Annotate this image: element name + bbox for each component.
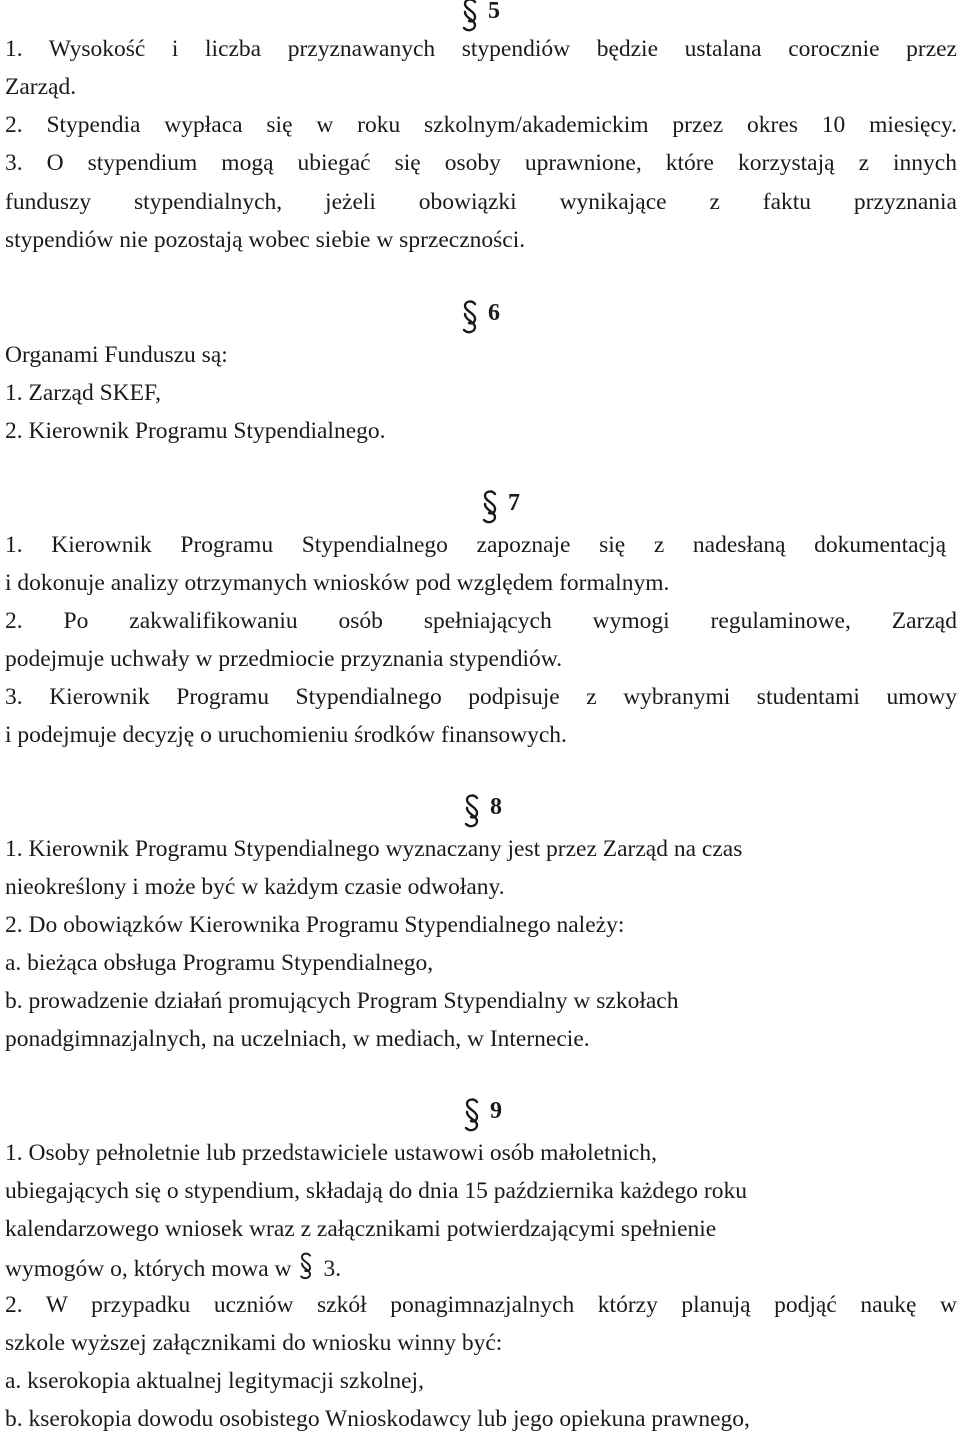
paragraph-line: 3. O stypendium mogą ubiegać się osoby uprawnione, które korzystają z innych [5, 150, 957, 176]
section-number: 6 [488, 300, 500, 326]
section-number: 9 [490, 1098, 502, 1124]
section-number: 7 [508, 490, 520, 516]
paragraph-line: nieokreślony i może być w każdym czasie odwołany. [5, 874, 505, 900]
section-sign-icon [462, 1098, 482, 1132]
paragraph-line: a. bieżąca obsługa Programu Stypendialnego, [5, 950, 434, 976]
paragraph-line: Organami Funduszu są: [5, 342, 228, 368]
paragraph-line: 3. Kierownik Programu Stypendialnego podpisuje z wybranymi studentami umowy [5, 684, 957, 710]
paragraph-line: szkole wyższej załącznikami do wniosku winny być: [5, 1330, 503, 1356]
paragraph-line: 2. W przypadku uczniów szkół ponagimnazjalnych którzy planują podjąć naukę w [5, 1292, 957, 1318]
paragraph-line: i dokonuje analizy otrzymanych wniosków pod względem formalnym. [5, 570, 670, 596]
paragraph-line: a. kserokopia aktualnej legitymacji szkolnej, [5, 1368, 424, 1394]
section-sign-icon [462, 794, 482, 828]
section-number: 5 [488, 0, 500, 24]
paragraph-line: podejmuje uchwały w przedmiocie przyznania stypendiów. [5, 646, 563, 672]
paragraph-line: 1. Kierownik Programu Stypendialnego wyznaczany jest przez Zarząd na czas [5, 836, 743, 862]
section-6-heading [460, 300, 500, 334]
paragraph-line: funduszy stypendialnych, jeżeli obowiązki wynikające z faktu przyznania [5, 189, 957, 215]
paragraph-text: wymogów o, których mowa w [5, 1256, 292, 1282]
paragraph-line: 1. Wysokość i liczba przyznawanych stypendiów będzie ustalana corocznie przez [5, 36, 957, 62]
paragraph-line: Zarząd. [5, 74, 77, 100]
section-sign-icon [460, 0, 480, 32]
paragraph-line: b. prowadzenie działań promujących Program Stypendialny w szkołach [5, 988, 679, 1014]
paragraph-line: ubiegających się o stypendium, składają do dnia 15 października każdego roku [5, 1178, 747, 1204]
section-sign-icon [298, 1252, 314, 1280]
paragraph-line: 1. Osoby pełnoletnie lub przedstawiciele ustawowi osób małoletnich, [5, 1140, 657, 1166]
section-sign-icon [460, 300, 480, 334]
paragraph-line: 2. Stypendia wypłaca się w roku szkolnym/akademickim przez okres 10 miesięcy. [5, 112, 957, 138]
section-reference: 3. [323, 1256, 342, 1282]
paragraph-line: ponadgimnazjalnych, na uczelniach, w mediach, w Internecie. [5, 1026, 590, 1052]
paragraph-line: 2. Po zakwalifikowaniu osób spełniających wymogi regulaminowe, Zarząd [5, 608, 957, 634]
section-sign-icon [480, 490, 500, 524]
paragraph-line: 2. Kierownik Programu Stypendialnego. [5, 418, 386, 444]
paragraph-line [5, 1252, 957, 1282]
paragraph-line: kalendarzowego wniosek wraz z załącznikami potwierdzającymi spełnienie [5, 1216, 717, 1242]
paragraph-line: stypendiów nie pozostają wobec siebie w sprzeczności. [5, 227, 526, 253]
paragraph-line: 2. Do obowiązków Kierownika Programu Stypendialnego należy: [5, 912, 625, 938]
section-5-heading [460, 0, 500, 32]
paragraph-line: 1. Kierownik Programu Stypendialnego zapoznaje się z nadesłaną dokumentacją [5, 532, 946, 558]
section-7-heading [480, 490, 520, 524]
paragraph-line: i podejmuje decyzję o uruchomieniu środków finansowych. [5, 722, 567, 748]
paragraph-line: 1. Zarząd SKEF, [5, 380, 162, 406]
paragraph-line: b. kserokopia dowodu osobistego Wnioskodawcy lub jego opiekuna prawnego, [5, 1406, 750, 1432]
section-8-heading [462, 794, 502, 828]
section-number: 8 [490, 794, 502, 820]
section-9-heading [462, 1098, 502, 1132]
